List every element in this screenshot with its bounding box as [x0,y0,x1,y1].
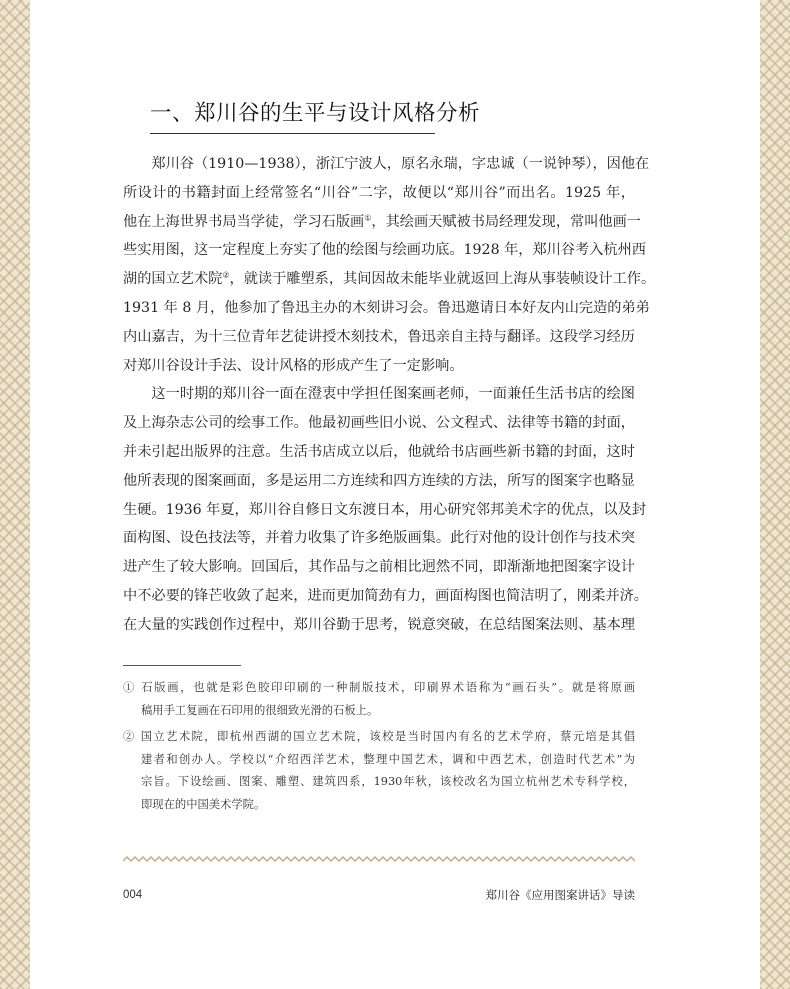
text-line [123,208,641,237]
text-line: 对郑川谷设计手法、设计风格的形成产生了一定影响。 [123,357,464,374]
body-text [123,150,656,640]
footnote-ref-2[interactable]: ② [222,270,230,280]
text-line: 他所表现的图案画面，多是运用二方连续和四方连续的方法，所写的图案字也略显 [123,472,635,489]
text-line: 及上海杂志公司的绘事工作。他最初画些旧小说、公文程式、法律等书籍的封面， [123,415,635,432]
footnotes [123,677,635,820]
text-line: 中不必要的锋芒收敛了起来，进而更加简劲有力，画面构图也简洁明了，刚柔并济。 [123,587,648,604]
decorative-border-right [760,0,790,989]
text-segment: 湖的国立艺术院 [123,271,223,288]
text-line: 面构图、设色技法等，并着力收集了许多绝版画集。此行对他的设计创作与技术突 [123,530,635,547]
footnote-line: ① 石版画，也就是彩色胶印印刷的一种制版技术，印刷界术语称为“画石头”。就是将原画 [123,681,635,694]
text-line [123,265,656,294]
footnote-line: 即现在的中国美术学院。 [141,797,266,811]
text-line: 进产生了较大影响。回国后，其作品与之前相比迥然不同，即渐渐地把图案字设计 [123,559,635,576]
text-segment: 他在上海世界书局当学徒，学习石版画 [123,213,365,230]
text-line: 在大量的实践创作过程中，郑川谷勤于思考，锐意突破，在总结图案法则、基本理 [123,616,635,633]
text-line: 生硬。1936 年夏，郑川谷自修日文东渡日本，用心研究邻邦美术字的优点，以及封 [123,501,646,518]
footnote-divider [123,665,241,666]
paragraph-1 [123,150,656,380]
footnote-line: 建者和创办人。学校以“介绍西洋艺术，整理中国艺术，调和中西艺术，创造时代艺术”为 [141,752,635,766]
decorative-wave-divider [123,855,635,863]
text-line: 些实用图，这一定程度上夯实了他的绘图与绘画功底。1928 年，郑川谷考入杭州西 [123,242,646,259]
section-heading: 一、郑川谷的生平与设计风格分析 [150,96,435,134]
footnote-1 [123,677,635,722]
text-line: 并未引起出版界的注意。生活书店成立以后，他就给书店画些新书籍的封面，这时 [123,443,635,460]
decorative-border-left [0,0,30,989]
footnote-line: 稿用手工复画在石印用的很细致光滑的石板上。 [141,703,379,717]
footnote-line: ② 国立艺术院，即杭州西湖的国立艺术院，该校是当时国内有名的艺术学府，蔡元培是其倡 [123,730,635,743]
text-line: 这一时期的郑川谷一面在澄衷中学担任图案画老师，一面兼任生活书店的绘图 [151,386,635,403]
footnote-line: 宗旨。下设绘画、图案、雕塑、建筑四系，1930年秋，该校改名为国立杭州艺术专科学校， [141,775,635,788]
paragraph-2 [123,380,648,639]
footnote-2 [123,726,635,816]
text-segment: ，其绘画天赋被书局经理发现，常叫他画一 [371,213,641,230]
text-line: 内山嘉吉，为十三位青年艺徒讲授木刻技术，鲁迅亲自主持与翻译。这段学习经历 [123,328,635,345]
footnote-ref-1[interactable]: ① [364,212,372,222]
running-title: 郑川谷《应用图案讲话》导读 [485,888,635,902]
text-line: 郑川谷（1910—1938），浙江宁波人，原名永瑞，字忠诚（一说钟琴），因他在 [151,156,650,172]
text-line: 所设计的书籍封面上经常签名“川谷”二字，故便以“郑川谷”而出名。1925 年， [123,184,635,201]
text-line: 1931 年 8 月，他参加了鲁迅主办的木刻讲习会。鲁迅邀请日本好友内山完造的弟弟 [123,299,650,316]
text-segment: ，就读于雕塑系，其间因故未能毕业就返回上海从事装帧设计工作。 [229,271,656,288]
page-number: 004 [123,889,143,901]
